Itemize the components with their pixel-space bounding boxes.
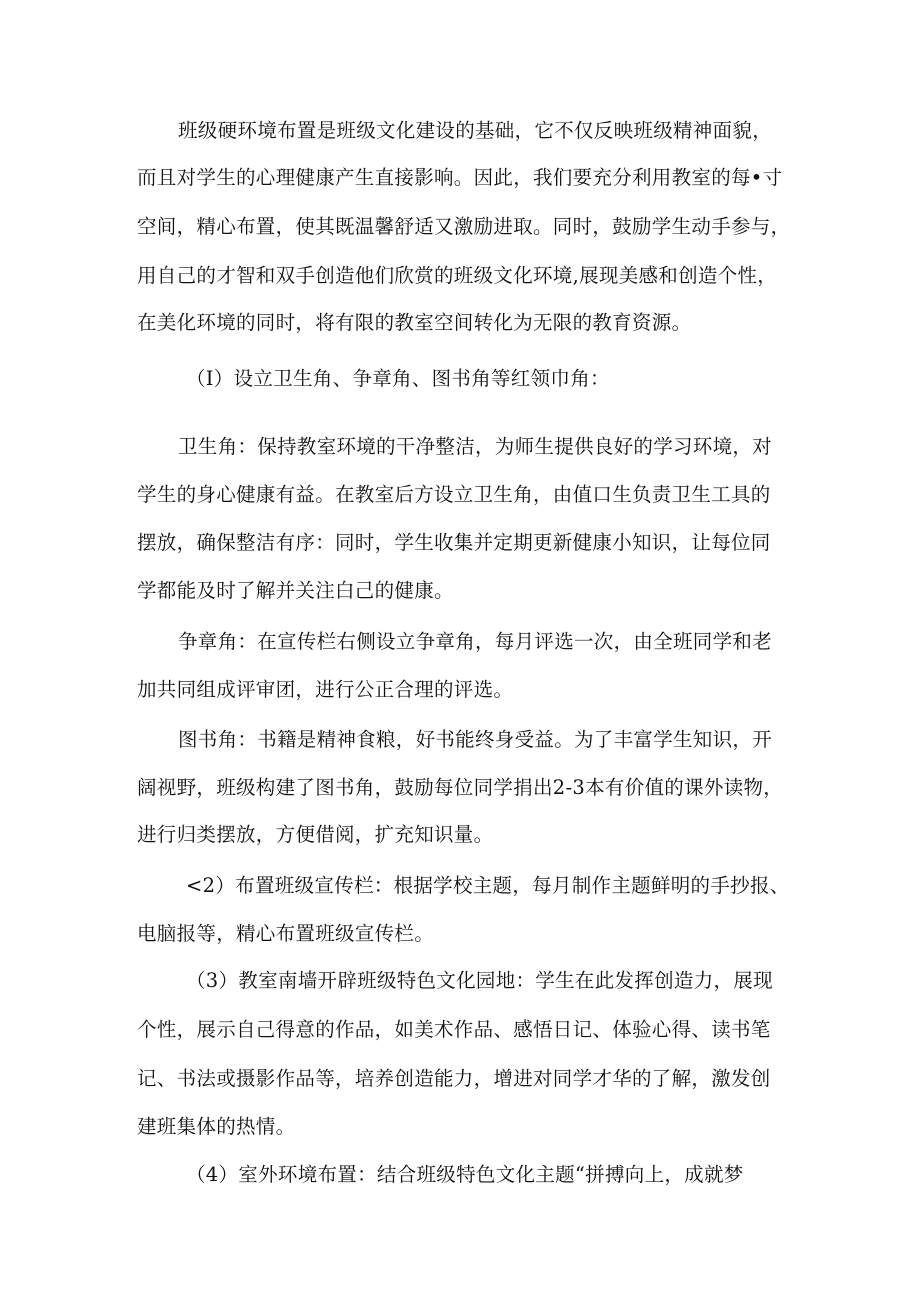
text-line: 在美化环境的同时，将有限的教室空间转化为无限的教育资源。 [137,311,692,334]
text-line: 阔视野，班级构建了图书角，鼓励每位同学捐出2-3本有价值的课外读物， [137,776,784,799]
text-line: 进行归类摆放，方便借阅，扩充知识量。 [137,823,494,846]
text-line: 建班集体的热情。 [137,1115,296,1138]
text-line: （4）室外环境布置：结合班级特色文化主题“拼搏向上，成就梦 [186,1163,744,1186]
text-line: 摆放，确保整洁有序：同时，学生收集并定期更新健康小知识，让每位同 [137,531,771,554]
text-line: 图书角：书籍是精神食粮，好书能终身受益。为了丰富学生知识，开 [178,728,773,751]
text-line: 空间，精心布置，使其既温馨舒适又激励进取。同时，鼓励学生动手参与， [137,215,791,238]
text-line: 而且对学生的心理健康产生直接影响。因此，我们要充分利用教室的每•寸 [137,166,783,189]
text-line: 个性，展示自己得意的作品，如美术作品、感悟日记、体验心得、读书笔 [137,1018,771,1041]
text-line: 学都能及时了解并关注白己的健康。 [137,579,454,602]
text-line: <2）布置班级宣传栏：根据学校主题，每月制作主题鲜明的手抄报、 [186,874,790,897]
text-line: 加共同组成评审团，进行公正合理的评选。 [137,678,514,701]
text-line: 争章角：在宣传栏右侧设立争章角，每月评选一次，由全班同学和老 [178,630,773,653]
text-line: 班级硬环境布置是班级文化建设的基础，它不仅反映班级精神面貌， [178,119,773,142]
text-line: （I）设立卫生角、争章角、图书角等红领巾角： [186,367,610,390]
text-line: 卫生角：保持教室环境的干净整洁，为师生提供良好的学习环境，对 [178,435,773,458]
text-line: 学生的身心健康有益。在教室后方设立卫生角，由值口生负责卫生工具的 [137,483,771,506]
text-line: （3）教室南墙开辟班级特色文化园地：学生在此发挥创造力，展现 [186,969,773,992]
text-line: 用自己的才智和双手创造他们欣赏的班级文化环境,展现美感和创造个性， [137,264,778,287]
text-line: 电脑报等，精心布置班级宣传栏。 [137,922,435,945]
text-line: 记、书法或摄影作品等，培养创造能力，增进对同学才华的了解，激发创 [137,1067,771,1090]
